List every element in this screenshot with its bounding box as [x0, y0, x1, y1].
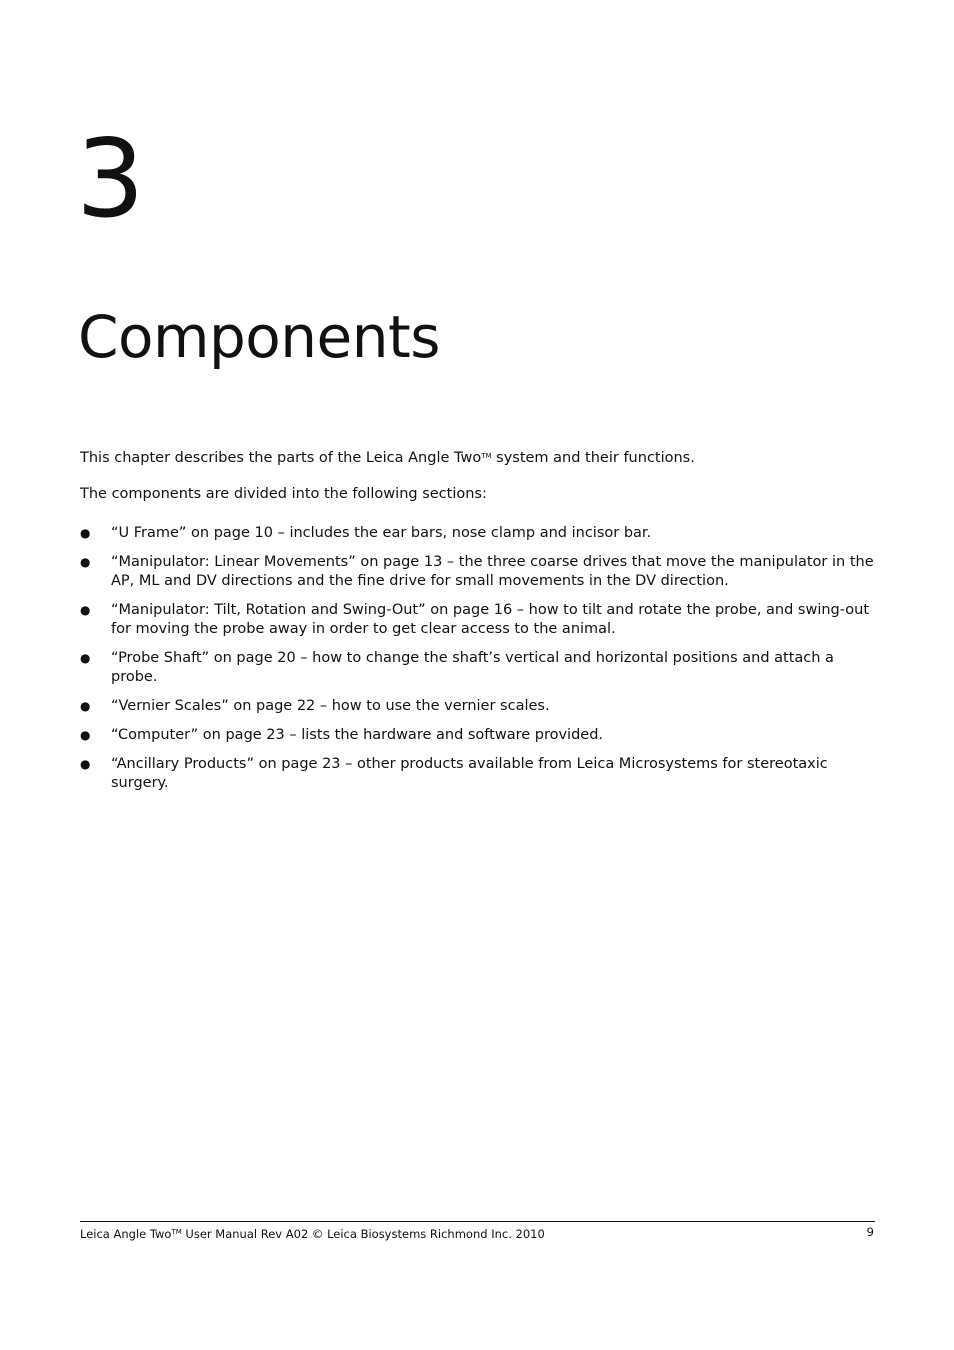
- list-item-text: “Probe Shaft” on page 20 – how to change the shaft’s vertical and horizontal positions and attach a probe.: [111, 650, 834, 685]
- footer-divider: [80, 1221, 875, 1222]
- list-item-text: “Ancillary Products” on page 23 – other products available from Leica Microsystems for stereotaxic surgery.: [111, 756, 828, 791]
- list-item: [80, 553, 880, 591]
- bullet-icon: ●: [80, 555, 91, 569]
- intro-paragraph: [80, 447, 880, 468]
- sections-lead-paragraph: The components are divided into the following sections:: [80, 486, 487, 502]
- section-list: [80, 524, 880, 803]
- list-item: [80, 601, 880, 639]
- chapter-number: 3: [76, 117, 145, 242]
- list-item-text: “Vernier Scales” on page 22 – how to use the vernier scales.: [111, 698, 550, 714]
- page-number: 9: [866, 1225, 874, 1239]
- list-item: [80, 649, 880, 687]
- footer-text-end: User Manual Rev A02 © Leica Biosystems Richmond Inc. 2010: [181, 1227, 545, 1241]
- list-item: [80, 726, 880, 745]
- list-item-text: “Manipulator: Tilt, Rotation and Swing-Out” on page 16 – how to tilt and rotate the probe, and swing-out for moving the probe away in order to get clear access to the animal.: [111, 602, 870, 637]
- list-item: [80, 755, 880, 793]
- bullet-icon: ●: [80, 699, 91, 713]
- intro-text-end: system and their functions.: [491, 450, 695, 466]
- list-item-text: “U Frame” on page 10 – includes the ear bars, nose clamp and incisor bar.: [111, 525, 652, 541]
- trademark-mark: TM: [481, 452, 492, 460]
- list-item-text: “Manipulator: Linear Movements” on page 13 – the three coarse drives that move the manipulator in the AP, ML and DV directions and the fine drive for small movements in the DV direction.: [111, 554, 874, 589]
- footer-text: [80, 1225, 545, 1241]
- bullet-icon: ●: [80, 526, 91, 540]
- bullet-icon: ●: [80, 757, 91, 771]
- footer-trademark-mark: TM: [171, 1228, 182, 1236]
- bullet-icon: ●: [80, 728, 91, 742]
- bullet-icon: ●: [80, 651, 91, 665]
- footer-text-start: Leica Angle Two: [80, 1227, 172, 1241]
- bullet-icon: ●: [80, 603, 91, 617]
- intro-text: This chapter describes the parts of the Leica Angle Two: [80, 450, 482, 466]
- list-item: [80, 697, 880, 716]
- chapter-title: Components: [78, 303, 440, 371]
- list-item: [80, 524, 880, 543]
- list-item-text: “Computer” on page 23 – lists the hardware and software provided.: [111, 727, 604, 743]
